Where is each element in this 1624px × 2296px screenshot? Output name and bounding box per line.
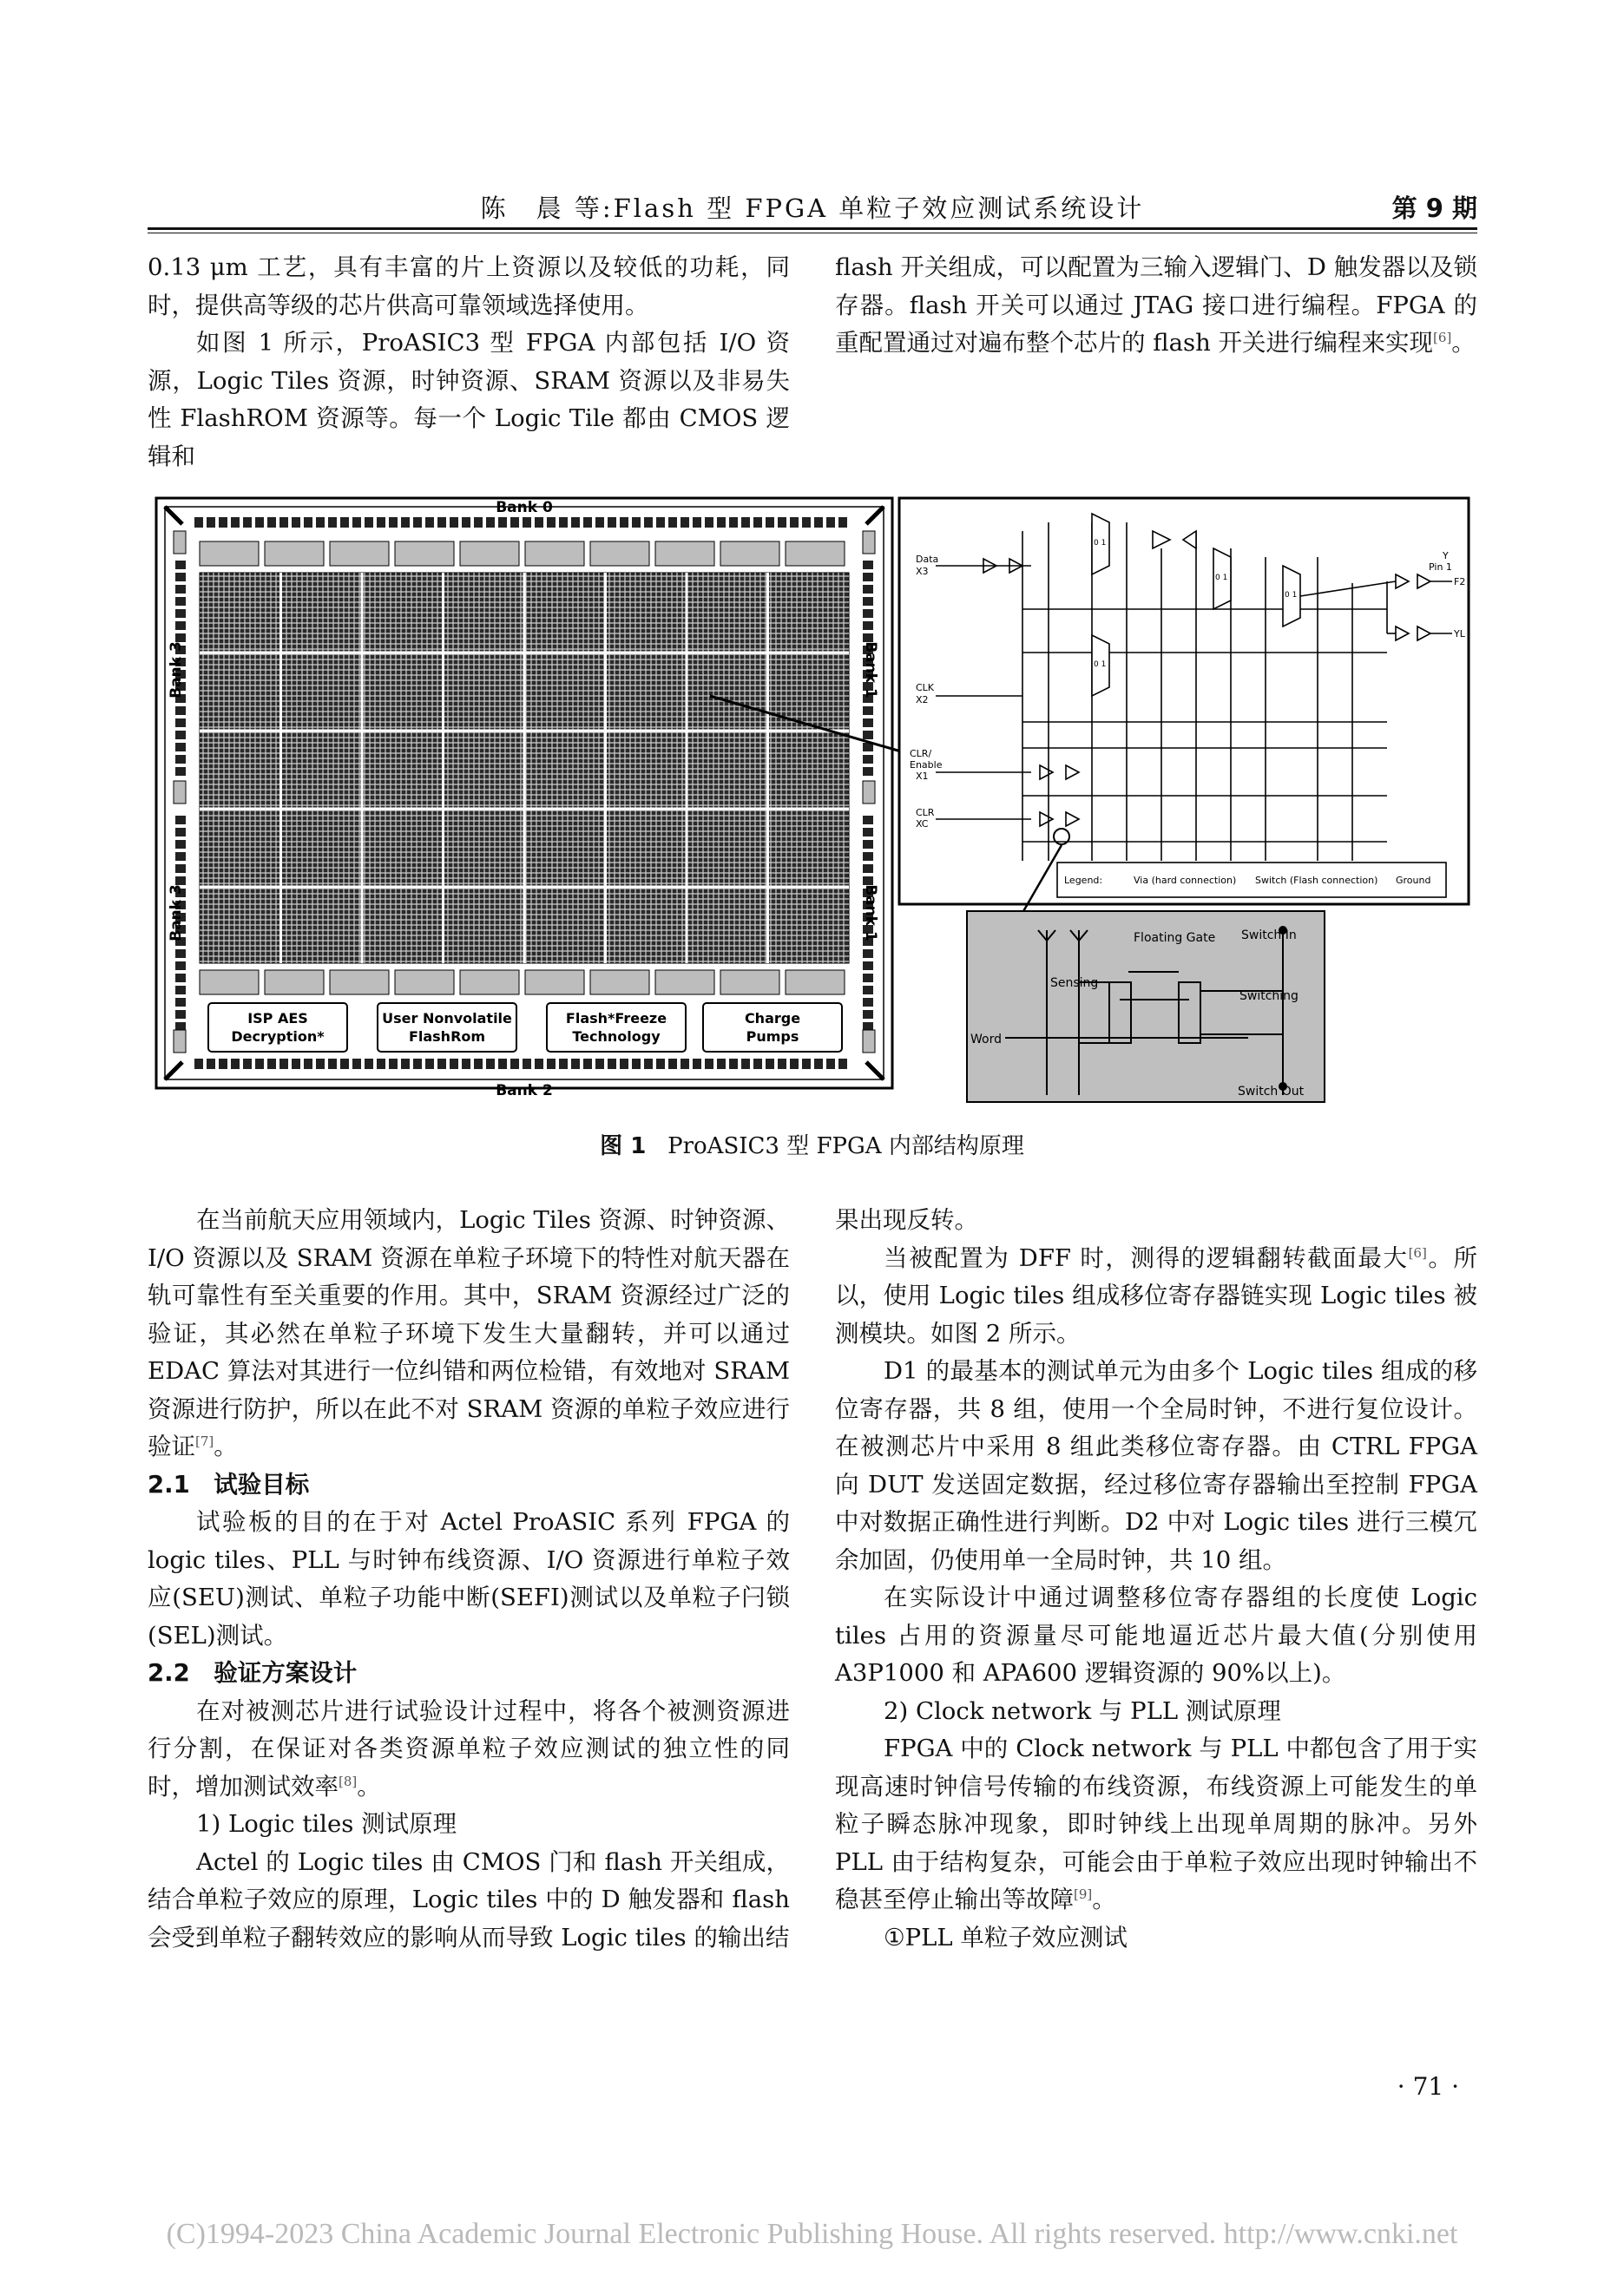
paragraph-text: 在实际设计中通过调整移位寄存器组的长度使 Logic tiles 占用的资源量尽可能地逼近芯片最大值(分别使用 A3P1000 和 APA600 逻辑资源的 90%以上)。 <box>835 1584 1477 1687</box>
running-header <box>148 189 1477 227</box>
citation: [6] <box>1408 1244 1427 1261</box>
bank2-label: Bank 2 <box>496 1082 553 1099</box>
figure-caption-label: 图 1 <box>600 1133 647 1159</box>
header-issue: 第 9 期 <box>1391 194 1477 223</box>
copyright-footer: (C)1994-2023 China Academic Journal Electronic Publishing House. All rights reserved. http://www.cnki.net <box>166 2218 1458 2250</box>
paragraph-text: ①PLL 单粒子效应测试 <box>884 1923 1128 1952</box>
top-right-para: flash 开关组成，可以配置为三输入逻辑门、D 触发器以及锁存器。flash 开关可以通过 JTAG 接口进行编程。FPGA 的重配置通过对遍布整个芯片的 flash 开关进行编程来实现 <box>835 253 1477 357</box>
paragraph-text: 2.2 验证方案设计 <box>148 1659 358 1687</box>
chip-block-line-1: Flash*Freeze <box>565 1010 667 1027</box>
chip-layout <box>156 498 892 1099</box>
right-col-sub-4 <box>835 1693 1477 1731</box>
page-number: · 71 · <box>1397 2072 1459 2101</box>
legend-ground: Ground <box>1396 875 1431 886</box>
citation: [8] <box>339 1773 358 1789</box>
left-col-sec-1 <box>148 1466 790 1505</box>
tile-clr-label: CLR/ <box>910 748 932 759</box>
paragraph-text: 果出现反转。 <box>835 1206 978 1234</box>
paragraph-end: 。所以，使用 Logic tiles 组成移位寄存器链实现 Logic tiles 被测模块。如图 2 所示。 <box>835 1243 1477 1348</box>
right-col-sub-6 <box>835 1919 1477 1958</box>
chip-block-2 <box>547 1003 686 1052</box>
figure-1 <box>155 496 1470 1104</box>
paragraph-text: 当被配置为 DFF 时，测得的逻辑翻转截面最大 <box>884 1243 1409 1272</box>
paragraph-text: 在当前航天应用领域内，Logic Tiles 资源、时钟资源、I/O 资源以及 SRAM 资源在单粒子环境下的特性对航天器在轨可靠性有至关重要的作用。其中，SRAM 资源经过广泛的验证，其必然在单粒子环境下发生大量翻转，并可以通过 EDAC 算法对其进行一位纠错和两位检错，有效地对 SRAM 资源进行防护，所以在此不对 SRAM 资源的单粒子效应进行验证 <box>148 1206 790 1460</box>
chip-block-line-2: FlashRom <box>408 1028 486 1045</box>
mux-label-1: 0 1 <box>1094 539 1107 548</box>
mux-label-4: 0 1 <box>1094 660 1107 669</box>
chip-block-line-2: Technology <box>572 1028 661 1045</box>
logic-tile-schematic <box>899 498 1469 904</box>
sensing-label: Sensing <box>1050 976 1099 990</box>
bank0-label: Bank 0 <box>496 499 553 516</box>
figure-caption <box>0 1128 1624 1160</box>
right-col-para-5 <box>835 1730 1477 1919</box>
left-col-sub-5 <box>148 1806 790 1844</box>
paragraph-text: Actel 的 Logic tiles 由 CMOS 门和 flash 开关组成，结合单粒子效应的原理，Logic tiles 中的 D 触发器和 flash 会受到单粒子翻转效应的影响从而导致 Logic tiles 的输出结 <box>148 1847 790 1952</box>
left-col-para-4 <box>148 1693 790 1807</box>
right-column <box>835 1202 1477 1957</box>
mux-label-2: 0 1 <box>1215 574 1228 582</box>
header-title: 陈 晨 等:Flash 型 FPGA 单粒子效应测试系统设计 <box>480 194 1145 223</box>
chip-block-line-1: ISP AES <box>247 1010 308 1027</box>
header-rule-thick <box>148 227 1477 230</box>
chip-block-line-2: Pumps <box>746 1028 799 1045</box>
paragraph-end: 。 <box>1092 1886 1116 1913</box>
floating-gate-label: Floating Gate <box>1134 931 1216 945</box>
word-label: Word <box>970 1033 1002 1046</box>
right-col-cont-0 <box>835 1202 1477 1240</box>
bank1-label-lower: Bank 1 <box>862 884 879 941</box>
chip-block-line-1: Charge <box>744 1010 801 1027</box>
paragraph-text: FPGA 中的 Clock network 与 PLL 中都包含了用于实现高速时钟信号传输的布线资源，布线资源上可能发生的单粒子瞬态脉冲现象，即时钟线上出现单周期的脉冲。另外 PLL 由于结构复杂，可能会由于单粒子效应出现时钟输出不稳甚至停止输出等故障 <box>835 1735 1477 1913</box>
legend-title: Legend: <box>1064 875 1103 886</box>
top-left-para-2: 如图 1 所示，ProASIC3 型 FPGA 内部包括 I/O 资源，Logic Tiles 资源，时钟资源、SRAM 资源以及非易失性 FlashROM 资源等。每一个 Logic Tile 都由 CMOS 逻辑和 <box>148 329 790 470</box>
left-column <box>148 1202 790 1957</box>
paragraph-text: 1) Logic tiles 测试原理 <box>196 1810 457 1838</box>
tile-clk-label: CLK <box>916 682 935 693</box>
left-col-para-0 <box>148 1202 790 1466</box>
tile-data-label: Data <box>916 554 939 565</box>
bank1-label-upper: Bank 1 <box>862 641 879 699</box>
switch-out-label: Switch Out <box>1238 1085 1305 1099</box>
tile-x3-label: X3 <box>916 566 929 577</box>
paragraph-text: 在对被测芯片进行试验设计过程中，将各个被测资源进行分割，在保证对各类资源单粒子效应测试的独立性的同时，增加测试效率 <box>148 1696 790 1801</box>
mux-label-3: 0 1 <box>1285 591 1298 600</box>
right-col-para-1 <box>835 1240 1477 1354</box>
paragraph-text: 2.1 试验目标 <box>148 1470 310 1499</box>
tile-enable-label: Enable <box>910 759 943 771</box>
tile-xc-label: XC <box>916 818 929 830</box>
right-col-para-2 <box>835 1353 1477 1579</box>
citation: [6] <box>1433 330 1452 345</box>
top-left-para-1: 0.13 μm 工艺，具有丰富的片上资源以及较低的功耗，同时，提供高等级的芯片供高可靠领域选择使用。 <box>148 253 790 319</box>
tile-pin1-label: Pin 1 <box>1429 561 1452 573</box>
paragraph-end: 。 <box>357 1772 381 1801</box>
figure-1-diagram <box>155 496 1470 1104</box>
chip-block-line-1: User Nonvolatile <box>382 1010 512 1027</box>
citation: [9] <box>1074 1886 1093 1902</box>
chip-block-line-2: Decryption* <box>231 1028 325 1045</box>
bank3-label-upper: Bank 3 <box>168 641 185 699</box>
switch-in-label: Switch In <box>1241 928 1297 942</box>
legend-switch: Switch (Flash connection) <box>1255 875 1378 886</box>
chip-block-3 <box>703 1003 842 1052</box>
citation: [7] <box>195 1433 214 1449</box>
bank3-label-lower: Bank 3 <box>168 884 185 941</box>
tile-yl-label: YL <box>1454 628 1465 640</box>
tile-x1-label: X1 <box>916 771 929 782</box>
left-col-para-2 <box>148 1504 790 1655</box>
switching-label: Switching <box>1239 989 1299 1003</box>
tile-y-label: Y <box>1443 550 1449 561</box>
top-left-column <box>148 249 790 476</box>
chip-block-1 <box>378 1003 516 1052</box>
paragraph-text: D1 的最基本的测试单元为由多个 Logic tiles 组成的移位寄存器，共 8 组，使用一个全局时钟，不进行复位设计。在被测芯片中采用 8 组此类移位寄存器。由 CTRL FPGA 向 DUT 发送固定数据，经过移位寄存器输出至控制 FPGA 中对数据正确性进行判断。D2 中对 Logic tiles 进行三模冗余加固，仍使用单一全局时钟，共 10 组。 <box>835 1357 1477 1574</box>
paragraph-text: 试验板的目的在于对 Actel ProASIC 系列 FPGA 的 logic tiles、PLL 与时钟布线资源、I/O 资源进行单粒子效应(SEU)测试、单粒子功能中断(SEFI)测试以及单粒子闩锁(SEL)测试。 <box>148 1508 790 1650</box>
tile-x2-label: X2 <box>916 694 929 705</box>
paragraph-end: 。 <box>214 1433 238 1460</box>
tile-f2-label: F2 <box>1454 576 1466 587</box>
right-col-para-3 <box>835 1579 1477 1693</box>
top-right-column: flash 开关组成，可以配置为三输入逻辑门、D 触发器以及锁存器。flash 开关可以通过 JTAG 接口进行编程。FPGA 的重配置通过对遍布整个芯片的 flash 开关进行编程来实现[6]。 <box>835 253 1477 357</box>
chip-block-0 <box>208 1003 347 1052</box>
paragraph-text: 2) Clock network 与 PLL 测试原理 <box>884 1696 1281 1725</box>
left-col-sec-3 <box>148 1655 790 1693</box>
left-col-para-6 <box>148 1844 790 1958</box>
tile-clr2-label: CLR <box>916 807 935 818</box>
legend-via: Via (hard connection) <box>1134 875 1237 886</box>
figure-caption-text: ProASIC3 型 FPGA 内部结构原理 <box>667 1133 1024 1159</box>
